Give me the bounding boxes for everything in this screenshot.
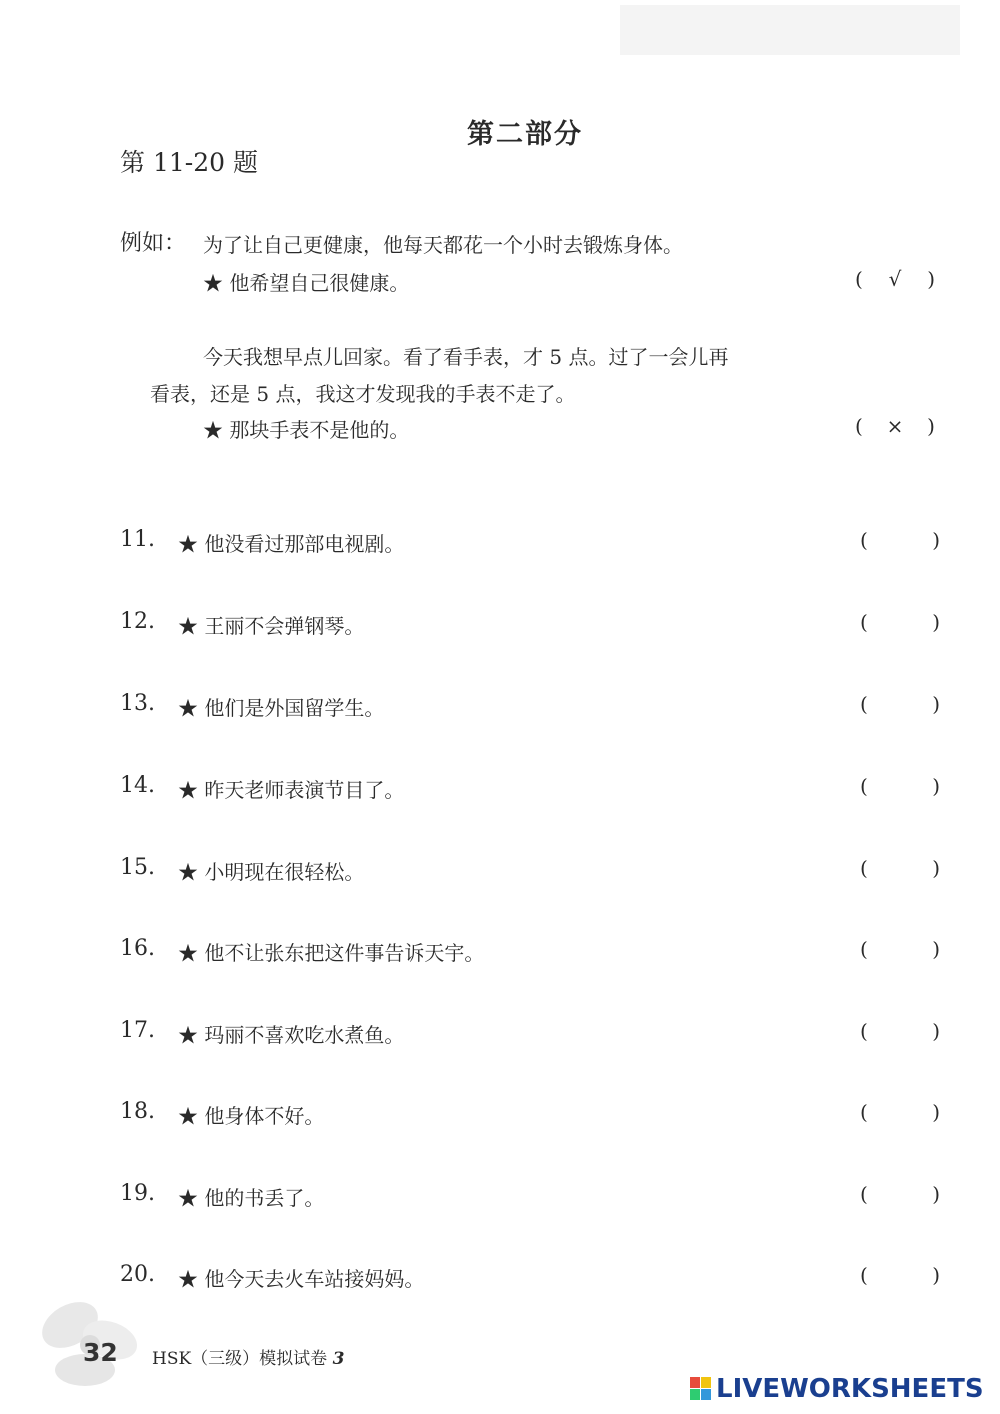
- paren-close: ): [927, 414, 935, 438]
- liveworksheets-logo-icon: [690, 1377, 712, 1401]
- paren-close: ): [932, 856, 940, 880]
- example-1-text: 为了让自己更健康，他每天都花一个小时去锻炼身体。: [203, 233, 683, 257]
- question-statement: ★ 昨天老师表演节目了。: [178, 778, 405, 802]
- question-statement: ★ 他们是外国留学生。: [178, 696, 385, 720]
- question-row: [120, 1099, 940, 1129]
- answer-box[interactable]: [860, 1263, 940, 1287]
- paren-close: ): [932, 692, 940, 716]
- paren-close: ): [932, 1019, 940, 1043]
- paren-close: ): [932, 937, 940, 961]
- question-number: 20.: [120, 1262, 155, 1287]
- liveworksheets-brand[interactable]: [690, 1374, 984, 1404]
- answer-box[interactable]: [860, 528, 940, 552]
- paren-open: (: [855, 267, 863, 291]
- footer-title-text: HSK（三级）模拟试卷: [152, 1349, 328, 1369]
- question-number: 14.: [120, 773, 155, 798]
- question-row: [120, 691, 940, 721]
- question-statement: ★ 王丽不会弹钢琴。: [178, 614, 365, 638]
- question-statement: ★ 小明现在很轻松。: [178, 860, 365, 884]
- question-number: 19.: [120, 1181, 155, 1206]
- paren-close: ): [932, 774, 940, 798]
- question-row: [120, 855, 940, 885]
- answer-box[interactable]: [860, 1182, 940, 1206]
- question-row: [120, 609, 940, 639]
- paren-open: (: [860, 528, 868, 552]
- question-row: [120, 1262, 940, 1292]
- question-statement: ★ 玛丽不喜欢吃水煮鱼。: [178, 1023, 405, 1047]
- example-2-text-line-2: 看表，还是 5 点，我这才发现我的手表不走了。: [150, 382, 576, 406]
- paren-close: ): [927, 267, 935, 291]
- paren-open: (: [860, 937, 868, 961]
- question-statement: ★ 他不让张东把这件事告诉天宇。: [178, 941, 485, 965]
- question-row: [120, 1181, 940, 1211]
- question-number: 15.: [120, 855, 155, 880]
- example-2-statement: ★ 那块手表不是他的。: [203, 418, 410, 442]
- footer-title-number: 3: [332, 1349, 345, 1369]
- page-number: 32: [83, 1338, 118, 1367]
- answer-box[interactable]: [860, 1019, 940, 1043]
- answer-box[interactable]: [860, 692, 940, 716]
- paren-open: (: [860, 1263, 868, 1287]
- paren-close: ): [932, 1263, 940, 1287]
- example-1-answer-box: [855, 267, 935, 291]
- question-number: 12.: [120, 609, 155, 634]
- brand-name: LIVEWORKSHEETS: [716, 1374, 984, 1404]
- question-number: 13.: [120, 691, 155, 716]
- check-mark: √: [888, 267, 902, 291]
- paren-open: (: [855, 414, 863, 438]
- paren-open: (: [860, 692, 868, 716]
- paren-open: (: [860, 856, 868, 880]
- question-statement: ★ 他没看过那部电视剧。: [178, 532, 405, 556]
- paren-open: (: [860, 610, 868, 634]
- question-number: 11.: [120, 527, 155, 552]
- question-number: 16.: [120, 936, 155, 961]
- answer-box[interactable]: [860, 856, 940, 880]
- answer-box[interactable]: [860, 1100, 940, 1124]
- example-2-text-line-1: 今天我想早点儿回家。看了看手表，才 5 点。过了一会儿再: [203, 345, 729, 369]
- question-statement: ★ 他今天去火车站接妈妈。: [178, 1267, 425, 1291]
- paren-close: ): [932, 1100, 940, 1124]
- paren-open: (: [860, 774, 868, 798]
- question-row: [120, 1018, 940, 1048]
- question-statement: ★ 他身体不好。: [178, 1104, 325, 1128]
- question-range: 第 11-20 题: [120, 148, 258, 177]
- question-number: 17.: [120, 1018, 155, 1043]
- question-row: [120, 527, 940, 557]
- cross-mark: ×: [886, 414, 904, 438]
- paren-open: (: [860, 1019, 868, 1043]
- paren-close: ): [932, 528, 940, 552]
- footer-title: [152, 1344, 344, 1369]
- paren-close: ): [932, 1182, 940, 1206]
- paren-open: (: [860, 1182, 868, 1206]
- answer-box[interactable]: [860, 774, 940, 798]
- question-row: [120, 936, 940, 966]
- example-1-statement: ★ 他希望自己很健康。: [203, 271, 410, 295]
- question-number: 18.: [120, 1099, 155, 1124]
- example-label: 例如：: [120, 231, 187, 256]
- question-statement: ★ 他的书丢了。: [178, 1186, 325, 1210]
- paren-close: ): [932, 610, 940, 634]
- paren-open: (: [860, 1100, 868, 1124]
- example-2-answer-box: [855, 414, 935, 438]
- scan-shadow: [620, 5, 960, 55]
- section-title: 第二部分: [467, 119, 583, 150]
- question-row: [120, 773, 940, 803]
- answer-box[interactable]: [860, 610, 940, 634]
- answer-box[interactable]: [860, 937, 940, 961]
